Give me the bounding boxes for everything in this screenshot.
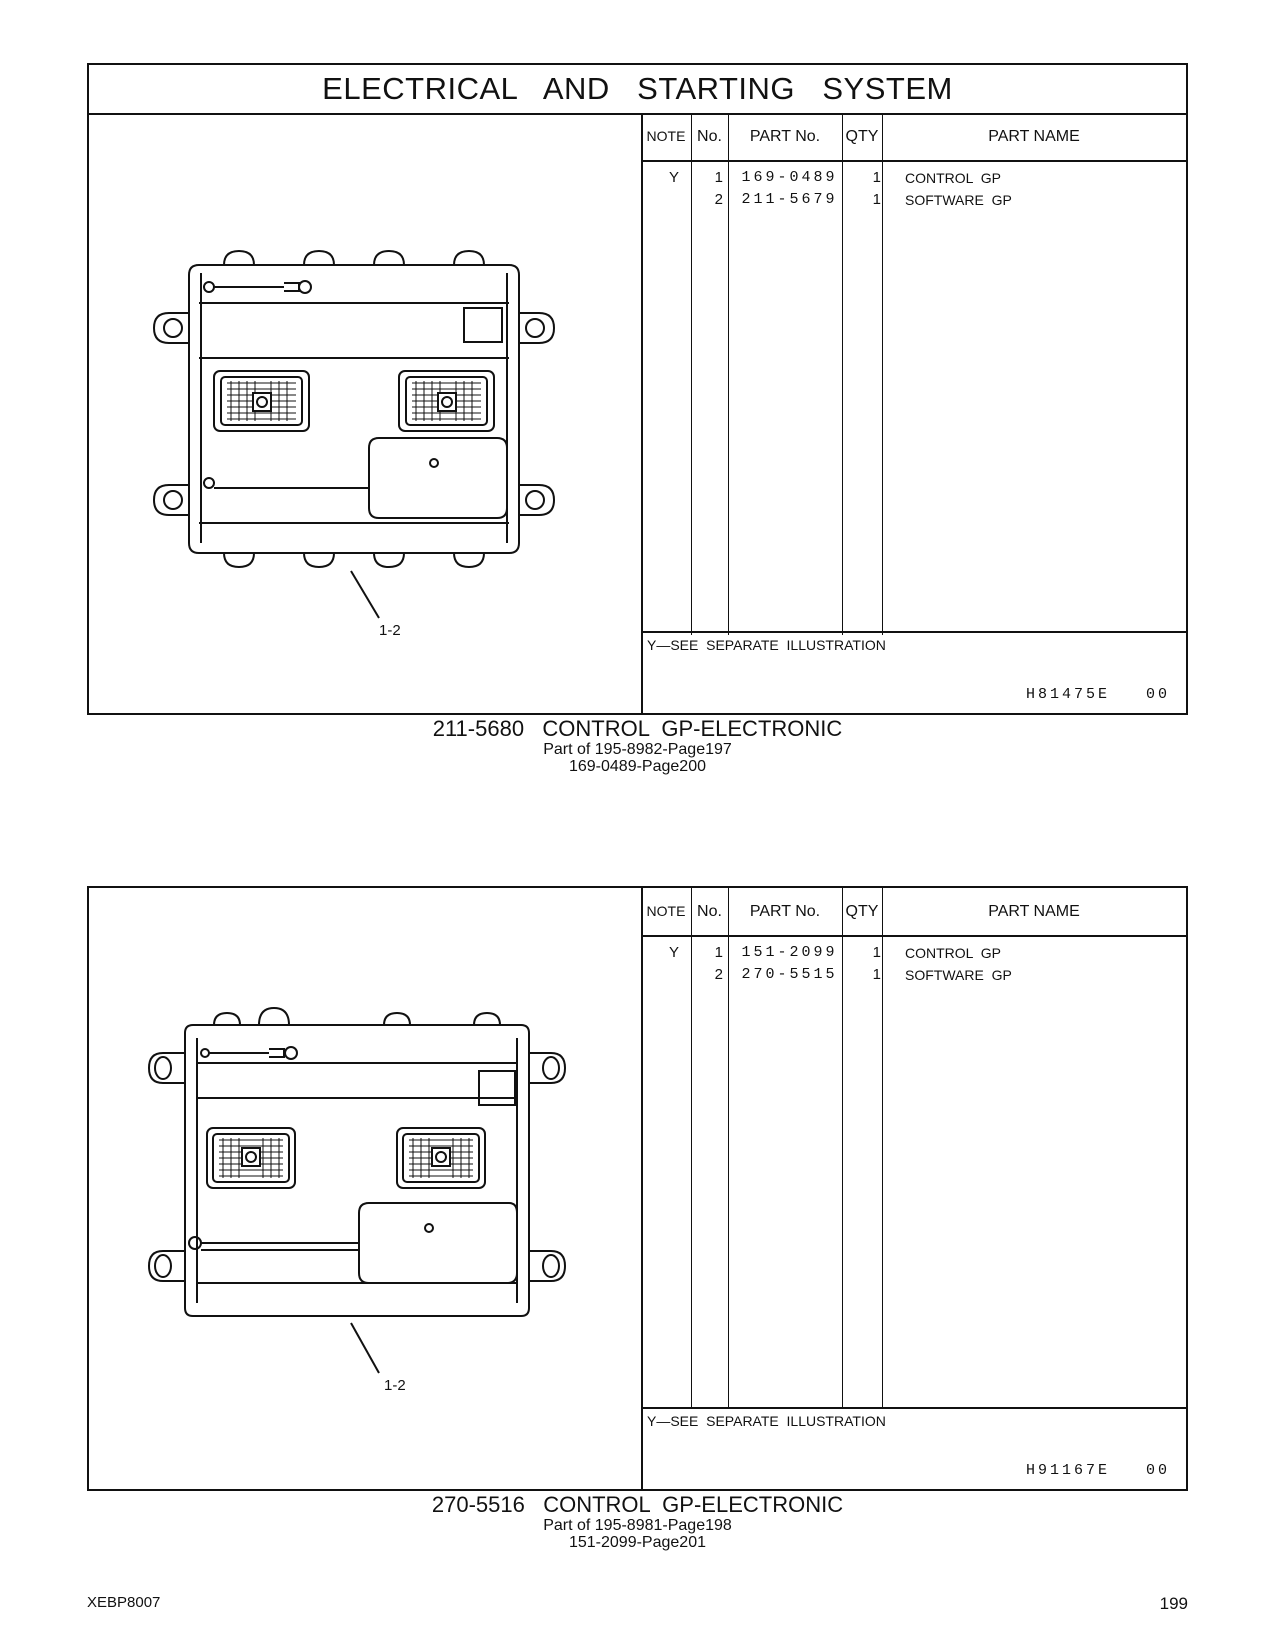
row-note: Y [668,169,679,186]
illustration-code: H91167E 00 [1025,1462,1170,1479]
row-no: 2 [714,191,723,208]
caption-line: Part of 195-8982-Page197 [543,741,732,758]
header-part-no: PART No. [749,128,821,145]
caption-line: 151-2099-Page201 [568,1534,706,1551]
table-header [641,113,1186,162]
row-part-name: CONTROL GP [905,170,1001,186]
footnote: Y—SEE SEPARATE ILLUSTRATION [647,1413,886,1429]
row-note [641,964,679,986]
parts-table-2 [641,888,1186,1489]
header-no: No. [697,903,722,920]
ecm-drawing-icon [89,888,641,1488]
header-part-no: PART No. [749,903,821,920]
page-number: 199 [1159,1594,1188,1613]
illustration-1 [89,113,643,713]
row-qty: 1 [872,169,881,186]
caption-title: 211-5680 CONTROL GP-ELECTRONIC [432,716,843,741]
illustration-2 [89,888,643,1489]
header-note: NOTE [646,903,686,919]
row-part-no: 151-2099 [741,944,838,961]
row-part-name: CONTROL GP [905,945,1001,961]
illustration-code: H81475E 00 [1025,686,1170,703]
row-note: Y [668,944,679,961]
row-qty: 1 [872,944,881,961]
row-qty: 1 [872,191,881,208]
caption-title: 270-5516 CONTROL GP-ELECTRONIC [431,1492,844,1517]
table-row [641,942,1186,964]
ecm-drawing-icon [89,113,641,713]
page-title: ELECTRICAL AND STARTING SYSTEM [89,65,1186,115]
header-note: NOTE [646,128,686,144]
row-no: 1 [714,169,723,186]
table-row [641,189,1186,211]
document-id: XEBP8007 [87,1594,161,1611]
row-no: 2 [714,966,723,983]
header-part-name: PART NAME [988,128,1080,145]
header-no: No. [697,128,722,145]
table-row [641,167,1186,189]
caption-1 [87,717,1188,775]
parts-panel-2 [87,886,1188,1491]
row-part-no: 169-0489 [741,169,838,186]
row-note [641,189,679,211]
row-qty: 1 [872,966,881,983]
caption-line: 169-0489-Page200 [568,758,706,775]
header-qty: QTY [845,903,879,920]
table-footer [641,1407,1186,1489]
header-part-name: PART NAME [988,903,1080,920]
callout-label: 1-2 [384,1377,406,1394]
table-header [641,888,1186,937]
row-no: 1 [714,944,723,961]
table-row [641,964,1186,986]
row-part-name: SOFTWARE GP [905,192,1012,208]
callout-label: 1-2 [379,622,401,639]
row-part-name: SOFTWARE GP [905,967,1012,983]
row-part-no: 211-5679 [741,191,838,208]
caption-2 [87,1493,1188,1551]
caption-line: Part of 195-8981-Page198 [543,1517,732,1534]
parts-panel-1 [87,63,1188,715]
table-footer [641,631,1186,713]
footnote: Y—SEE SEPARATE ILLUSTRATION [647,637,886,653]
parts-table-1 [641,113,1186,713]
header-qty: QTY [845,128,879,145]
row-part-no: 270-5515 [741,966,838,983]
